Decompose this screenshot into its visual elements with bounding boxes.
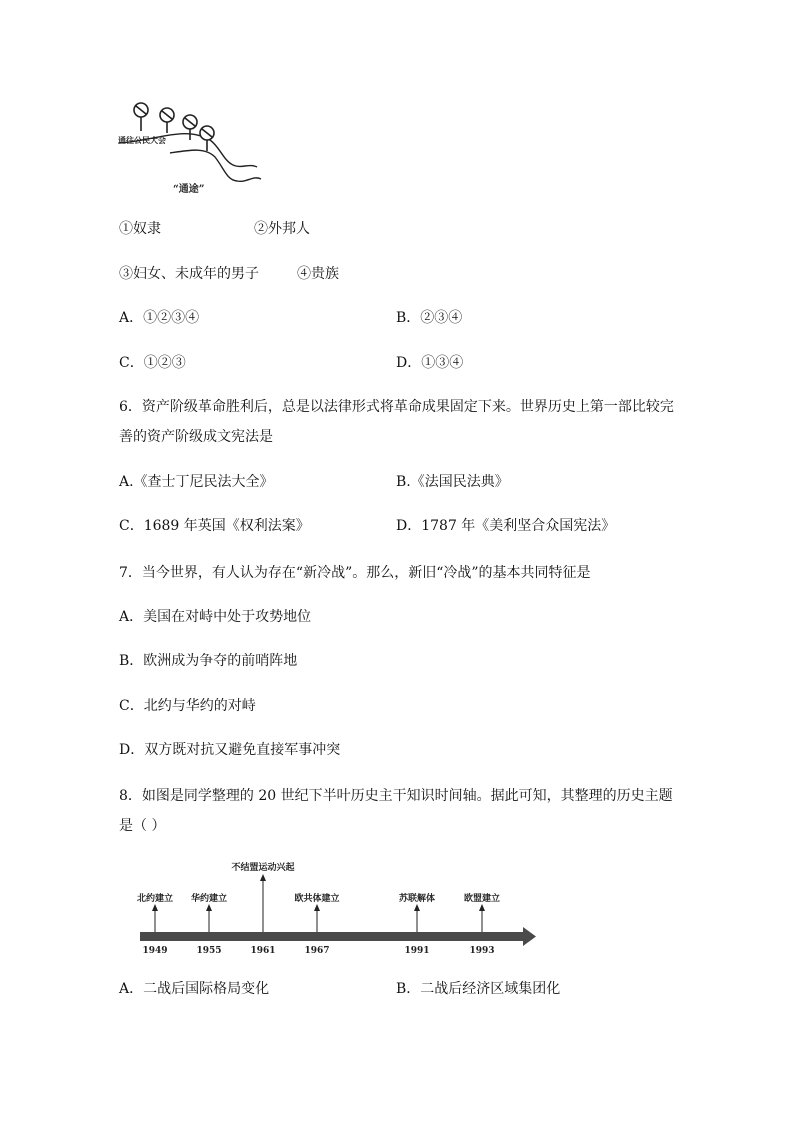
- timeline-year: 1993: [469, 946, 495, 956]
- timeline-event: [294, 892, 339, 956]
- timeline-year: 1967: [304, 946, 330, 956]
- timeline-event-label: 欧盟建立: [463, 894, 501, 904]
- no-entry-sign-icon: [183, 115, 197, 140]
- q5-option-c[interactable]: C．①②③: [119, 355, 186, 371]
- timeline-event: [191, 892, 227, 956]
- timeline-event: [137, 892, 173, 956]
- assembly-label: 通往公民大会: [118, 135, 166, 145]
- q6-option-d[interactable]: D．1787 年《美利坚合众国宪法》: [396, 518, 616, 534]
- q5-option-b[interactable]: B．②③④: [396, 310, 463, 326]
- q5-option-a[interactable]: A．①②③④: [119, 310, 200, 326]
- timeline-event-label: 苏联解体: [398, 894, 436, 904]
- q8-option-b[interactable]: B．二战后经济区域集团化: [396, 981, 561, 997]
- timeline-event: [464, 892, 500, 956]
- no-entry-sign-icon: [160, 108, 174, 133]
- timeline-event-label: 不结盟运动兴起: [231, 863, 295, 873]
- timeline-event-label: 欧共体建立: [294, 894, 340, 904]
- q7-option-d[interactable]: D．双方既对抗又避免直接军事冲突: [119, 742, 341, 758]
- q6-stem-line1: 6．资产阶级革命胜利后，总是以法律形式将革命成果固定下来。世界历史上第一部比较完: [119, 399, 674, 415]
- timeline-axis: [140, 932, 525, 941]
- timeline-figure: [120, 855, 550, 960]
- timeline-arrow-icon: [523, 927, 536, 946]
- timeline-year: 1949: [142, 946, 168, 956]
- no-entry-sign-icon: [134, 103, 148, 131]
- timeline-year: 1991: [404, 946, 430, 956]
- q7-option-a[interactable]: A．美国在对峙中处于攻势地位: [119, 609, 312, 625]
- q5-option-d[interactable]: D．①③④: [396, 355, 464, 371]
- q5-item-1: ①奴隶: [119, 221, 161, 237]
- q5-item-3: ③妇女、未成年的男子: [119, 266, 259, 282]
- timeline-year: 1961: [250, 946, 276, 956]
- timeline-event: [399, 892, 435, 956]
- no-entry-road-figure: [115, 95, 265, 200]
- timeline-event-label: 华约建立: [190, 894, 228, 904]
- timeline-event-label: 北约建立: [136, 894, 174, 904]
- q8-option-a[interactable]: A．二战后国际格局变化: [119, 981, 270, 997]
- q8-stem-line1: 8．如图是同学整理的 20 世纪下半叶历史主干知识时间轴。据此可知，其整理的历史主题: [119, 788, 673, 804]
- q5-item-4: ④贵族: [297, 266, 339, 282]
- q7-option-c[interactable]: C．北约与华约的对峙: [119, 698, 256, 714]
- q7-option-b[interactable]: B．欧洲成为争夺的前哨阵地: [119, 653, 298, 669]
- q6-option-b[interactable]: B.《法国民法典》: [396, 474, 509, 490]
- q6-stem-line2: 善的资产阶级成文宪法是: [119, 429, 273, 445]
- timeline-year: 1955: [196, 946, 222, 956]
- no-entry-sign-icon: [200, 126, 214, 151]
- q5-item-2: ②外邦人: [254, 221, 310, 237]
- q6-option-a[interactable]: A.《查士丁尼民法大全》: [119, 474, 274, 490]
- q7-stem: 7．当今世界，有人认为存在“新冷战”。那么，新旧“冷战”的基本共同特征是: [119, 565, 591, 581]
- q8-stem-line2: 是（ ）: [119, 818, 166, 834]
- q6-option-c[interactable]: C．1689 年英国《权利法案》: [119, 518, 310, 534]
- figure-caption: “通途”: [173, 184, 205, 195]
- timeline-event: [231, 861, 294, 956]
